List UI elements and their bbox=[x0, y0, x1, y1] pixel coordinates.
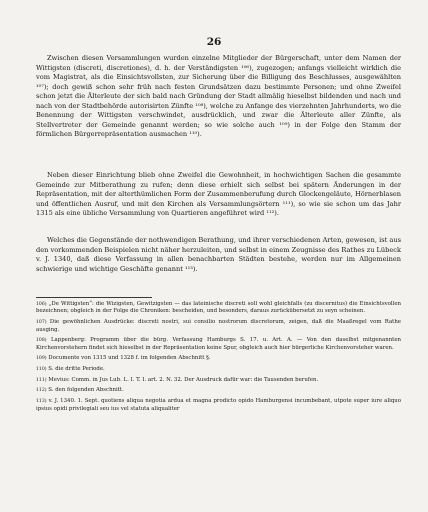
footnote-106 bbox=[36, 301, 401, 316]
footnote-111 bbox=[36, 377, 401, 384]
footnote-mark: 113) bbox=[36, 399, 47, 405]
footnote-108 bbox=[36, 337, 401, 352]
footnote-107 bbox=[36, 319, 401, 334]
footnote-text: Lappenberg: Programm über die bürg. Verfassung Hamburgs S. 17. u. Art. A. — Von den daselbst mitgenannten Kirchenvorstehern findet sich hieselbst in der Repräsentation keine Spur, obgleich auch hier bürgerliche Kirchenvorsteher waren. bbox=[36, 337, 401, 351]
footnote-109 bbox=[36, 355, 401, 362]
footnote-mark: 108) bbox=[36, 338, 47, 344]
footnote-text: S. den folgenden Abschnitt. bbox=[48, 387, 124, 394]
page-number: 26 bbox=[206, 36, 222, 48]
paragraph-3: Welches die Gegenstände der nothwendigen Berathung, und ihrer verschiedenen Arten, gewesen, ist aus den vorkommenden Beispielen nicht näher herzuleiten, und selbst in einem Zeugnisse des Rathes zu Lübeck v. J. 1340, daß diese Verfassung in allen benachbarten Städten bestehe, werden nur im Allgemeinen schwierige und wichtige Geschäfte genannt ¹¹³). bbox=[36, 236, 401, 273]
footnote-mark: 109) bbox=[36, 356, 47, 362]
footnote-112 bbox=[36, 387, 401, 394]
footnote-mark: 107) bbox=[36, 320, 47, 326]
footnote-text: v. J. 1340. 1. Sept. quotiens aliqua negotia ardua et magna prodicto opido Hamburgensi incumbebant, utpote super iure aliquo ipsius opidi privilegiali seu ius vel statuta aliqualiter bbox=[36, 398, 402, 412]
footnote-text: Mevius: Comm. in Jus Lub. L. I. T. I. art. 2. N. 32. Der Ausdruck dafür war: die Tausenden berufen. bbox=[48, 376, 319, 383]
paragraph-1: Zwischen diesen Versammlungen wurden einzelne Mitglieder der Bürgerschaft, unter dem Namen der Wittigsten (discreti, discretiones), d. h. der Verständigsten ¹⁰⁶), zugezogen; anfangs vielleicht wirklich die vom Magistrat, als die Einsichtsvollsten, zur Sicherung über die Billigung des Beschlusses, ausgewählten ¹⁰⁷); doch gewiß schon sehr früh nach festen Grundsätzen dazu bestimmte Personen; und ohne Zweifel schon jetzt die Älterleute der sich bald nach Gründung der Stadt allmälig hieselbst bildenden und nach und nach von der Stadtbehörde autorisirten Zünfte ¹⁰⁸), welche zu Anfange des vierzehnten Jahrhunderts, wo die Benennung der Wittigsten verschwindet, ausdrücklich, und zwar die Älterleute aller Zünfte, als Stellvertreter der Gemeinde genannt werden; so wie solche auch ¹⁰⁹) in der Folge den Stamm der förmlichen Bürgerrepräsentation ausmachen ¹¹⁰). bbox=[36, 54, 401, 138]
footnote-110 bbox=[36, 366, 401, 373]
footnote-text: Die gewöhnlichen Ausdrücke: discreti nostri, sui consilio nostrorum discretorum, zeigen, daß die Maaßregel vom Rathe ausging. bbox=[36, 319, 401, 333]
footnote-divider bbox=[36, 297, 152, 298]
footnote-mark: 111) bbox=[36, 377, 47, 383]
footnote-mark: 112) bbox=[36, 388, 47, 394]
footnote-text: S. die dritte Periode. bbox=[48, 366, 105, 373]
paragraph-2: Neben dieser Einrichtung blieb ohne Zweifel die Gewohnheit, in hochwichtigen Sachen die gesammte Gemeinde zur Mitberathung zu rufen; denn diese erhielt sich selbst bei spätern Änderungen in der Repräsentation, mit der alterthümlichen Form der Zusammenberufung durch Glockengeläute, Hörnerblasen und öffentlichen Ausruf, und mit den Kirchen als Versammlungsörtern ¹¹¹), so wie sie schon um das Jahr 1315 als eine übliche Versammlung von Quartieren angeführet wird ¹¹²). bbox=[36, 171, 401, 217]
footnote-text: Documente von 1315 und 1328 f. im folgenden Abschnitt §. bbox=[48, 355, 211, 362]
footnote-text: „De Wittigsten“: die Wizigsten, Gewitzigsten — das lateinische discreti soll wohl gleichfalls (zu discernitus) die Einsichtsvollen bezeichnen; obgleich in der Folge die Chroniken: bescheiden, und besonders, daraus zurückübersetzt zu seyn scheinen. bbox=[36, 301, 401, 315]
footnote-113 bbox=[36, 398, 401, 413]
footnote-mark: 106) bbox=[36, 302, 47, 307]
footnote-mark: 110) bbox=[36, 367, 47, 373]
footnotes bbox=[36, 301, 401, 416]
